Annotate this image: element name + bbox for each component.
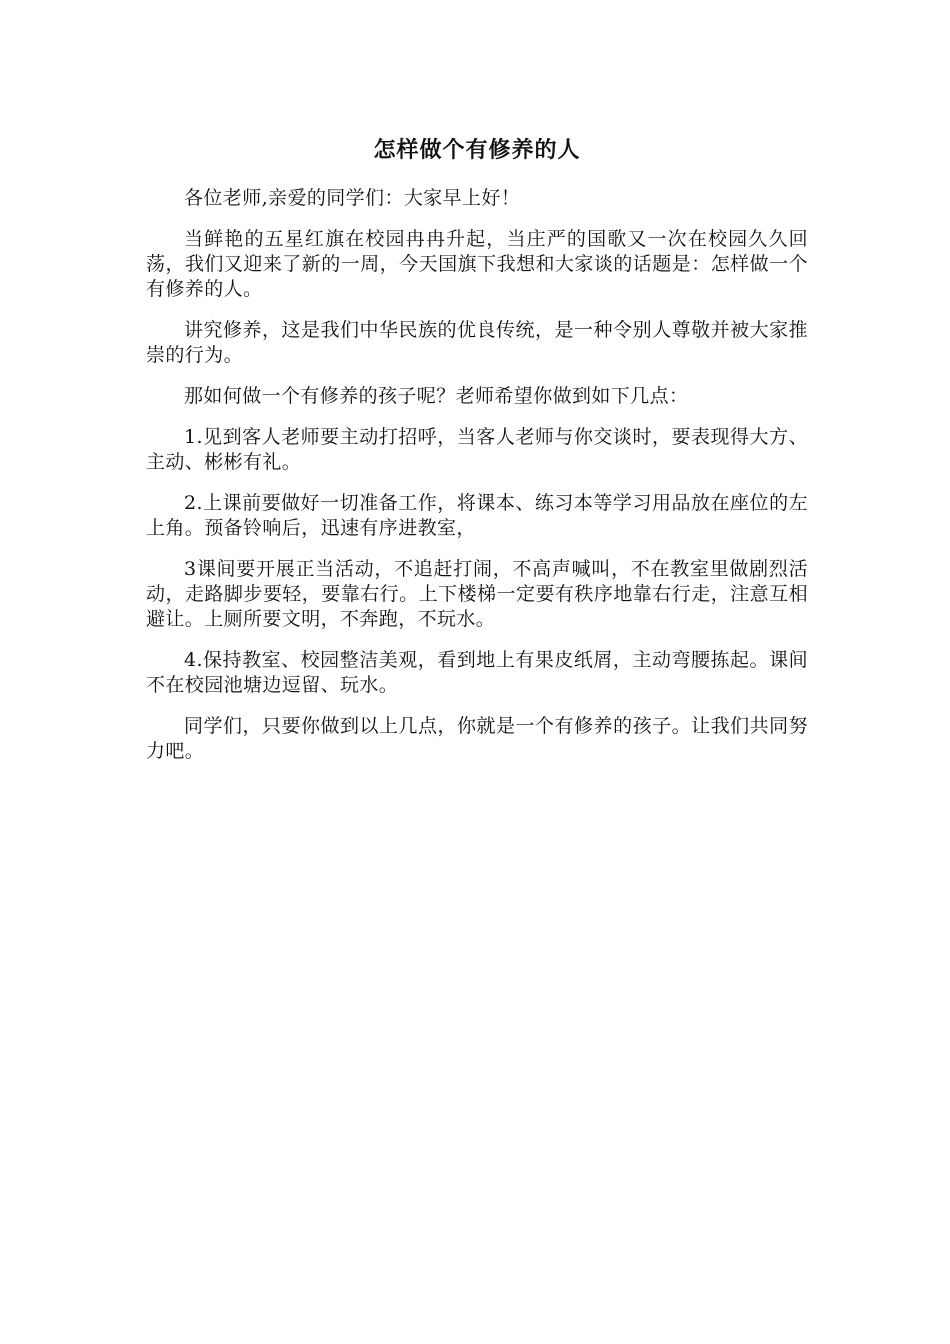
paragraph-point-1: 1.见到客人老师要主动打招呼，当客人老师与你交谈时，要表现得大方、主动、彬彬有礼。	[146, 426, 808, 473]
paragraph-closing: 同学们，只要你做到以上几点，你就是一个有修养的孩子。让我们共同努力吧。	[146, 715, 808, 762]
paragraph-tradition: 讲究修养，这是我们中华民族的优良传统，是一种令别人尊敬并被大家推崇的行为。	[146, 319, 808, 366]
paragraph-point-3: 3课间要开展正当活动，不追赶打闹，不高声喊叫，不在教室里做剧烈活动，走路脚步要轻，要靠右行。上下楼梯一定要有秩序地靠右行走，注意互相避让。上厕所要文明，不奔跑，不玩水。	[146, 558, 808, 630]
paragraph-point-2: 2.上课前要做好一切准备工作，将课本、练习本等学习用品放在座位的左上角。预备铃响后，迅速有序进教室，	[146, 492, 808, 539]
paragraph-question: 那如何做一个有修养的孩子呢？老师希望你做到如下几点：	[184, 385, 689, 407]
paragraph-greeting: 各位老师,亲爱的同学们：大家早上好！	[184, 187, 521, 209]
document-title: 怎样做个有修养的人	[373, 137, 581, 163]
paragraph-intro: 当鲜艳的五星红旗在校园冉冉升起，当庄严的国歌又一次在校园久久回荡，我们又迎来了新的一周，今天国旗下我想和大家谈的话题是：怎样做一个有修养的人。	[146, 228, 808, 300]
paragraph-point-4: 4.保持教室、校园整洁美观，看到地上有果皮纸屑，主动弯腰拣起。课间不在校园池塘边逗留、玩水。	[146, 649, 808, 696]
document-body	[146, 134, 808, 780]
